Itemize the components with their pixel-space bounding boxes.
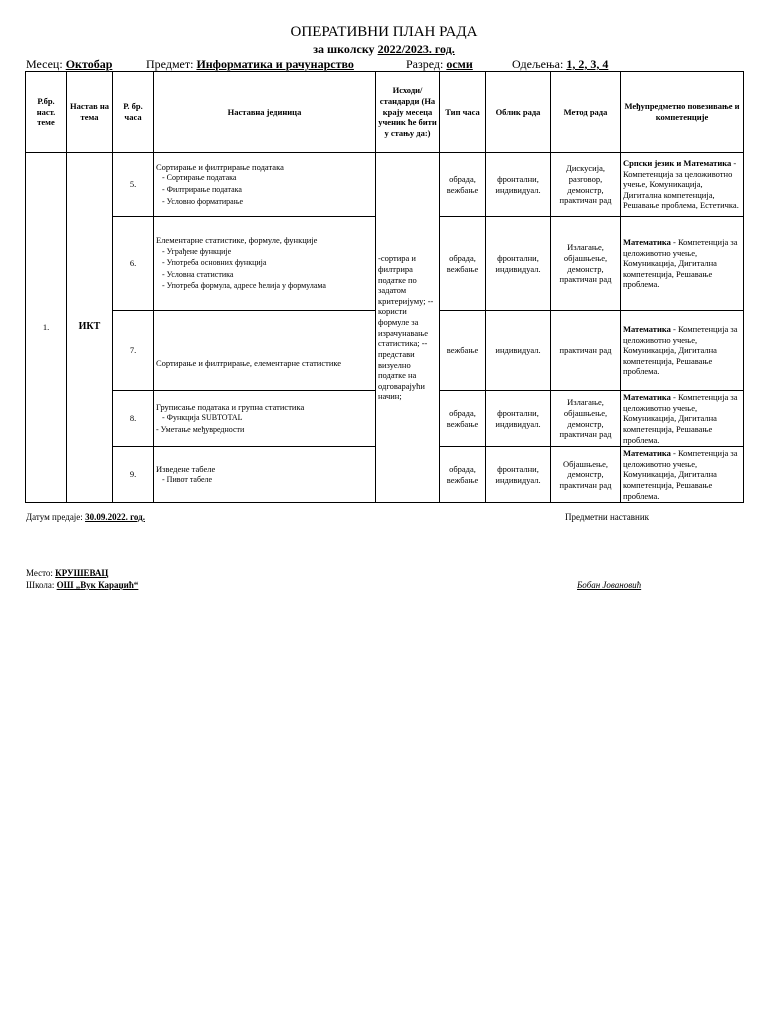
comp-subject: Математика	[623, 323, 671, 334]
lesson-sub: - Условна статистика	[162, 269, 234, 279]
school-year: 2022/2023. год.	[377, 42, 455, 56]
page-title: ОПЕРАТИВНИ ПЛАН РАДА	[290, 24, 478, 40]
lesson-type: обрада, вежбање	[440, 217, 486, 311]
col-header: Метод рада	[551, 72, 621, 153]
comp-text: - Компетенција за целоживотно учење, Комуникација, Дигитална компетенција, Решавање проблема.	[623, 448, 738, 501]
lesson-title: Елементарне статистике, формуле, функције	[156, 235, 318, 245]
teacher-signature: Бобан Јовановић	[577, 580, 642, 590]
work-method: Објашњење, демонстр, практичан рад	[551, 447, 621, 503]
month-label: Месец:	[26, 57, 63, 71]
plan-table	[25, 71, 744, 503]
month-value: Октобар	[65, 57, 113, 71]
lesson-number: 6.	[113, 217, 154, 311]
lesson-sub: - Пивот табеле	[162, 475, 213, 485]
work-form: фронтални, индивидуал.	[486, 153, 551, 217]
school-line	[26, 580, 138, 590]
lesson-sub: - Уметање међувредности	[156, 424, 245, 434]
classes-label: Одељења:	[512, 57, 564, 71]
comp-subject: Математика	[623, 392, 671, 402]
lesson-unit	[154, 447, 376, 503]
date-label: Датум предаје:	[26, 512, 83, 522]
lesson-type: вежбање	[440, 311, 486, 391]
place-value: КРУШЕВАЦ	[55, 568, 109, 578]
col-header: Исходи/ стандарди (На крају месеца ученик ће бити у стању да:)	[376, 72, 440, 153]
subject-label: Предмет:	[146, 57, 194, 71]
lesson-sub: - Условно форматирање	[162, 196, 244, 206]
work-method: Излагање, објашњење, демонстр, практичан рад	[551, 391, 621, 447]
competencies	[621, 447, 744, 503]
col-header: Р.бр. наст. теме	[26, 72, 67, 153]
lesson-sub: - Уграђене функције	[162, 246, 232, 256]
lesson-type: обрада, вежбање	[440, 447, 486, 503]
place-line	[26, 568, 108, 578]
competencies	[621, 311, 744, 391]
place-label: Место:	[26, 568, 53, 578]
work-form: фронтални, индивидуал.	[486, 391, 551, 447]
col-header: Међупредметно повезивање и компетенције	[621, 72, 744, 153]
teacher-label: Предметни наставник	[565, 512, 650, 522]
classes-value: 1, 2, 3, 4	[566, 57, 609, 71]
grade-label: Разред:	[406, 57, 444, 71]
work-form: фронтални, индивидуал.	[486, 217, 551, 311]
lesson-number: 7.	[113, 311, 154, 391]
date-value: 30.09.2022. год.	[85, 512, 145, 522]
col-header: Тип часа	[440, 72, 486, 153]
table-header-row	[26, 72, 744, 153]
comp-text: - Компетенција за целоживотно учење, Комуникација, Дигитална компетенција, Решавање проблема.	[623, 236, 738, 290]
school-year-line	[0, 42, 768, 57]
col-header: Настав на тема	[67, 72, 113, 153]
school-value: ОШ „Вук Караџић“	[56, 580, 139, 590]
competencies	[621, 153, 744, 217]
lesson-title: Груписање података и групна статистика	[156, 401, 305, 412]
comp-text: - Компетенција за целоживотно учење, Комуникација, Дигитална компетенција, Решавање проблема.	[623, 392, 738, 445]
lesson-unit	[154, 217, 376, 311]
lesson-unit	[154, 153, 376, 217]
lesson-number: 5.	[113, 153, 154, 217]
comp-text: - Компетенција за целоживотно учење, Комуникација, Дигитална компетенција, Решавање проблема.	[623, 323, 738, 377]
col-header: Наставна јединица	[154, 72, 376, 153]
lesson-title: Сортирање и филтрирање, елементарне статистике	[156, 357, 342, 368]
grade-value: осми	[446, 57, 473, 71]
school-year-prefix: за школску	[313, 42, 375, 56]
lesson-unit	[154, 391, 376, 447]
work-method: практичан рад	[551, 311, 621, 391]
lesson-sub: - Филтрирање података	[162, 185, 242, 195]
comp-subject: Српски језик и Математика	[623, 157, 732, 168]
competencies	[621, 391, 744, 447]
lesson-sub: - Употреба основних функција	[162, 258, 267, 268]
comp-subject: Математика	[623, 448, 671, 459]
lesson-unit	[154, 311, 376, 391]
lesson-title: Сортирање и филтрирање података	[156, 161, 284, 172]
work-form: индивидуал.	[486, 311, 551, 391]
competencies	[621, 217, 744, 311]
work-form: фронтални, индивидуал.	[486, 447, 551, 503]
comp-text: - Компетенција за целоживотно учење, Комуникација, Дигитална компетенција, Решавање проблема, Естетичка.	[623, 157, 739, 211]
col-header: Р. бр. часа	[113, 72, 154, 153]
lesson-type: обрада, вежбање	[440, 153, 486, 217]
outcomes-cell: -сортира и филтрира податке по задатом критеријуму; --користи формуле за израчунавање статистика; --представи визуелно податке на одговарајући начин;	[376, 153, 440, 503]
comp-subject: Математика	[623, 236, 671, 247]
submission-date	[26, 512, 145, 522]
lesson-number: 9.	[113, 447, 154, 503]
lesson-sub: - Употреба формула, адресе ћелија у формулама	[162, 281, 326, 291]
lesson-sub: - Сортирање података	[162, 173, 237, 183]
col-header: Облик рада	[486, 72, 551, 153]
theme-name: ИКТ	[67, 153, 113, 503]
table-row	[26, 153, 744, 217]
theme-number: 1.	[26, 153, 67, 503]
lesson-number: 8.	[113, 391, 154, 447]
work-method: Излагање, објашњење, демонстр, практичан рад	[551, 217, 621, 311]
lesson-title: Изведене табеле	[156, 463, 216, 474]
lesson-type: обрада, вежбање	[440, 391, 486, 447]
subject-value: Информатика и рачунарство	[196, 57, 354, 71]
school-label: Школа:	[26, 580, 55, 590]
lesson-sub: - Функција SUBTOTAL	[162, 413, 243, 423]
work-method: Дискусија, разговор, демонстр, практичан рад	[551, 153, 621, 217]
